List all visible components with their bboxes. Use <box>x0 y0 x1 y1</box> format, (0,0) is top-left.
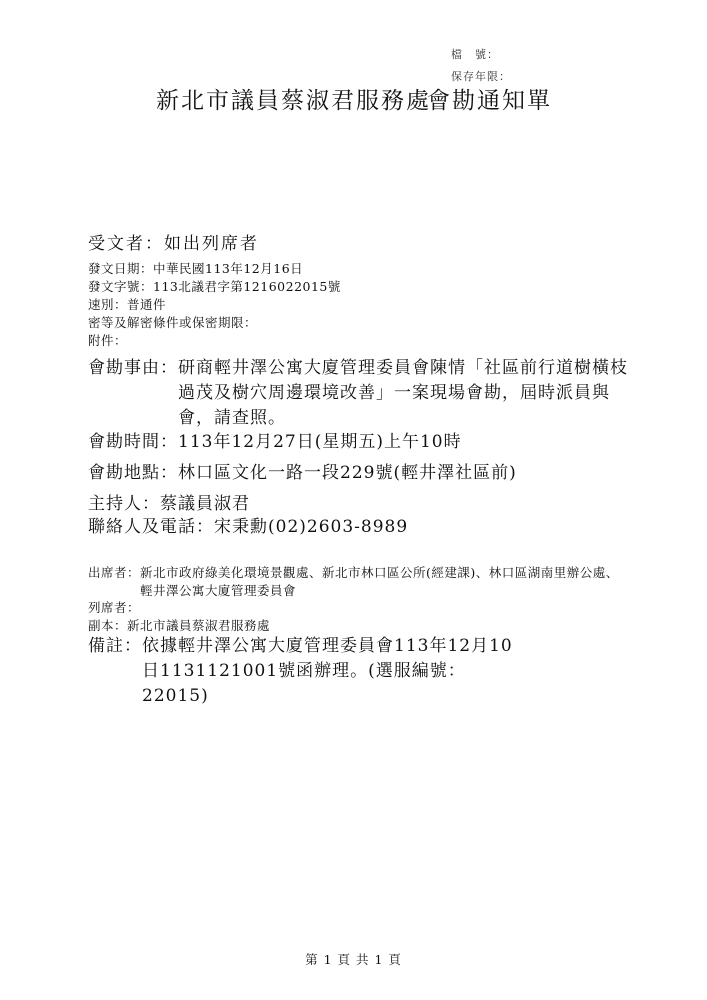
file-number-label: 檔 號： <box>451 48 499 61</box>
organization-title: 新北市議員蔡淑君服務處 <box>156 88 431 114</box>
inspection-reason <box>88 356 628 431</box>
document-title: 會勘通知單 <box>427 88 552 114</box>
secrecy-level: 密等及解密條件或保密期限： <box>88 315 258 330</box>
recipient-line: 受文者：如出列席者 <box>88 234 259 254</box>
inspection-location: 會勘地點：林口區文化一路一段229號(輕井澤社區前) <box>88 463 517 483</box>
attendees-text: 新北市政府綠美化環境景觀處、新北市林口區公所(經建課)、林口區湖南里辦公處、輕井澤公寓大廈管理委員會 <box>140 565 619 598</box>
attendees-label: 出席者： <box>88 565 141 580</box>
host: 主持人：蔡議員淑君 <box>88 494 250 514</box>
observers: 列席者： <box>88 600 141 615</box>
inspection-time: 會勘時間：113年12月27日(星期五)上午10時 <box>88 432 462 452</box>
page-footer: 第 1 頁 共 1 頁 <box>305 952 402 967</box>
issue-number: 發文字號：113北議君字第1216022015號 <box>88 279 341 294</box>
inspection-reason-label: 會勘事由： <box>88 358 178 378</box>
retention-period-label: 保存年限： <box>451 70 511 83</box>
contact-person: 聯絡人及電話：宋秉勳(02)2603-8989 <box>88 517 409 537</box>
remarks-label: 備註： <box>88 636 142 656</box>
issue-date: 發文日期：中華民國113年12月16日 <box>88 261 304 276</box>
remarks <box>88 634 518 709</box>
copy-recipient: 副本：新北市議員蔡淑君服務處 <box>88 618 271 633</box>
attendees <box>88 564 628 600</box>
doc-info-block <box>88 260 341 350</box>
remarks-text: 依據輕井澤公寓大廈管理委員會113年12月10日1131121001號函辦理。(選服編號：22015) <box>142 636 513 706</box>
inspection-reason-text: 研商輕井澤公寓大廈管理委員會陳情「社區前行道樹橫枝過茂及樹穴周邊環境改善」一案現場會勘，屆時派員與會，請查照。 <box>178 358 628 428</box>
speed-class: 速別：普通件 <box>88 297 167 312</box>
attachment-line: 附件： <box>88 333 128 348</box>
